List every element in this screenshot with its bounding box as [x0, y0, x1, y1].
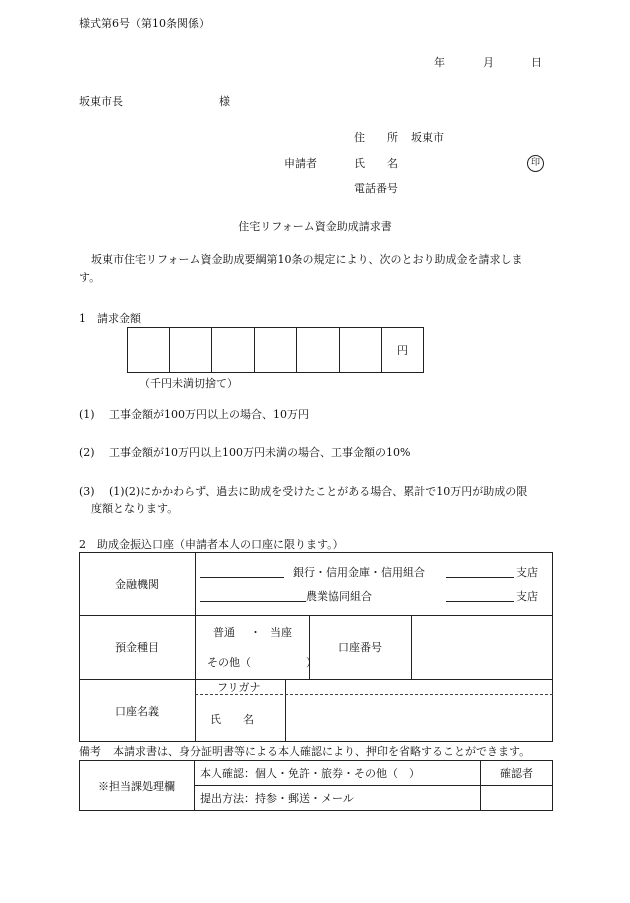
- rounding-note: （千円未満切捨て）: [139, 377, 238, 390]
- amount-digit-divider: [211, 327, 212, 373]
- applicant-address-value: 坂東市: [411, 131, 444, 144]
- applicant-label: 申請者: [284, 157, 317, 170]
- remarks-text: 本請求書は、身分証明書等による本人確認により、押印を省略することができます。: [113, 745, 531, 758]
- date-month-label: 月: [483, 56, 494, 69]
- agri-coop-name-input[interactable]: [200, 589, 306, 602]
- amount-digit-divider: [169, 327, 170, 373]
- section2-heading: 2 助成金振込口座（申請者本人の口座に限ります。）: [79, 538, 344, 551]
- amount-digit-divider: [339, 327, 340, 373]
- rule-3-text: (1)(2)にかかわらず、過去に助成を受けたことがある場合、累計で10万円が助成の限: [109, 485, 528, 498]
- amount-digit-divider: [381, 327, 382, 373]
- bank-label: 金融機関: [115, 578, 159, 591]
- account-name-label: 口座名義: [115, 705, 159, 718]
- deposit-type-label: 預金種目: [115, 641, 159, 654]
- addressee-name: 坂東市長: [79, 95, 123, 108]
- amount-digit-divider: [296, 327, 297, 373]
- amount-box-frame: [127, 327, 424, 373]
- office-label: ※担当課処理欄: [98, 780, 175, 793]
- date-day-label: 日: [531, 56, 542, 69]
- bank-table-row-divider: [79, 679, 553, 680]
- deposit-option-separator: ・: [250, 626, 261, 639]
- agri-coop-label: 農業協同組合: [306, 590, 372, 603]
- remarks-label: 備考: [79, 745, 101, 758]
- rule-2-text: 工事金額が10万円以上100万円未満の場合、工事金額の10%: [109, 446, 411, 459]
- account-number-label: 口座番号: [338, 641, 382, 654]
- branch-label: 支店: [516, 566, 538, 579]
- rule-2-number: (2): [79, 446, 95, 459]
- identity-check-text: 本人確認：個人・免許・旅券・その他（ ）: [200, 767, 420, 780]
- deposit-option-toza[interactable]: 当座: [270, 626, 292, 639]
- bank-name-input[interactable]: [200, 565, 284, 578]
- bank-type-options: 銀行・信用金庫・信用組合: [293, 566, 425, 579]
- document-title: 住宅リフォーム資金助成請求書: [238, 220, 392, 233]
- bank-table-label-divider: [195, 552, 196, 742]
- date-year-label: 年: [434, 56, 445, 69]
- deposit-option-futsu[interactable]: 普通: [213, 626, 235, 639]
- furigana-label: フリガナ: [217, 681, 261, 694]
- seal-mark: 印: [527, 155, 544, 172]
- deposit-option-other[interactable]: その他（ ）: [207, 656, 317, 669]
- holder-name-label: 氏 名: [210, 713, 254, 726]
- addressee-honorific: 様: [219, 95, 230, 108]
- body-text-line2: す。: [79, 271, 101, 284]
- account-number-field[interactable]: [412, 616, 552, 678]
- rule-3-text-cont: 度額となります。: [91, 502, 179, 515]
- amount-unit: 円: [397, 344, 408, 357]
- account-holder-field[interactable]: [286, 695, 552, 741]
- applicant-phone-label: 電話番号: [354, 182, 398, 195]
- body-text-line1: 坂東市住宅リフォーム資金助成要綱第10条の規定により、次のとおり助成金を請求しま: [91, 253, 523, 266]
- applicant-name-label: 氏 名: [354, 157, 398, 170]
- rule-3-number: (3): [79, 485, 95, 498]
- submission-method-text: 提出方法：持参・郵送・メール: [200, 792, 354, 805]
- amount-digit-divider: [254, 327, 255, 373]
- branch-name-input[interactable]: [446, 565, 514, 578]
- section1-heading: 1 請求金額: [79, 312, 141, 325]
- rule-1-number: (1): [79, 408, 95, 421]
- branch-name-input-2[interactable]: [446, 589, 514, 602]
- applicant-address-label: 住 所: [354, 131, 398, 144]
- branch-label-2: 支店: [516, 590, 538, 603]
- confirmer-label: 確認者: [500, 767, 533, 780]
- confirmer-field[interactable]: [481, 786, 552, 810]
- rule-1-text: 工事金額が100万円以上の場合、10万円: [109, 408, 309, 421]
- form-number: 様式第6号（第10条関係）: [79, 17, 210, 30]
